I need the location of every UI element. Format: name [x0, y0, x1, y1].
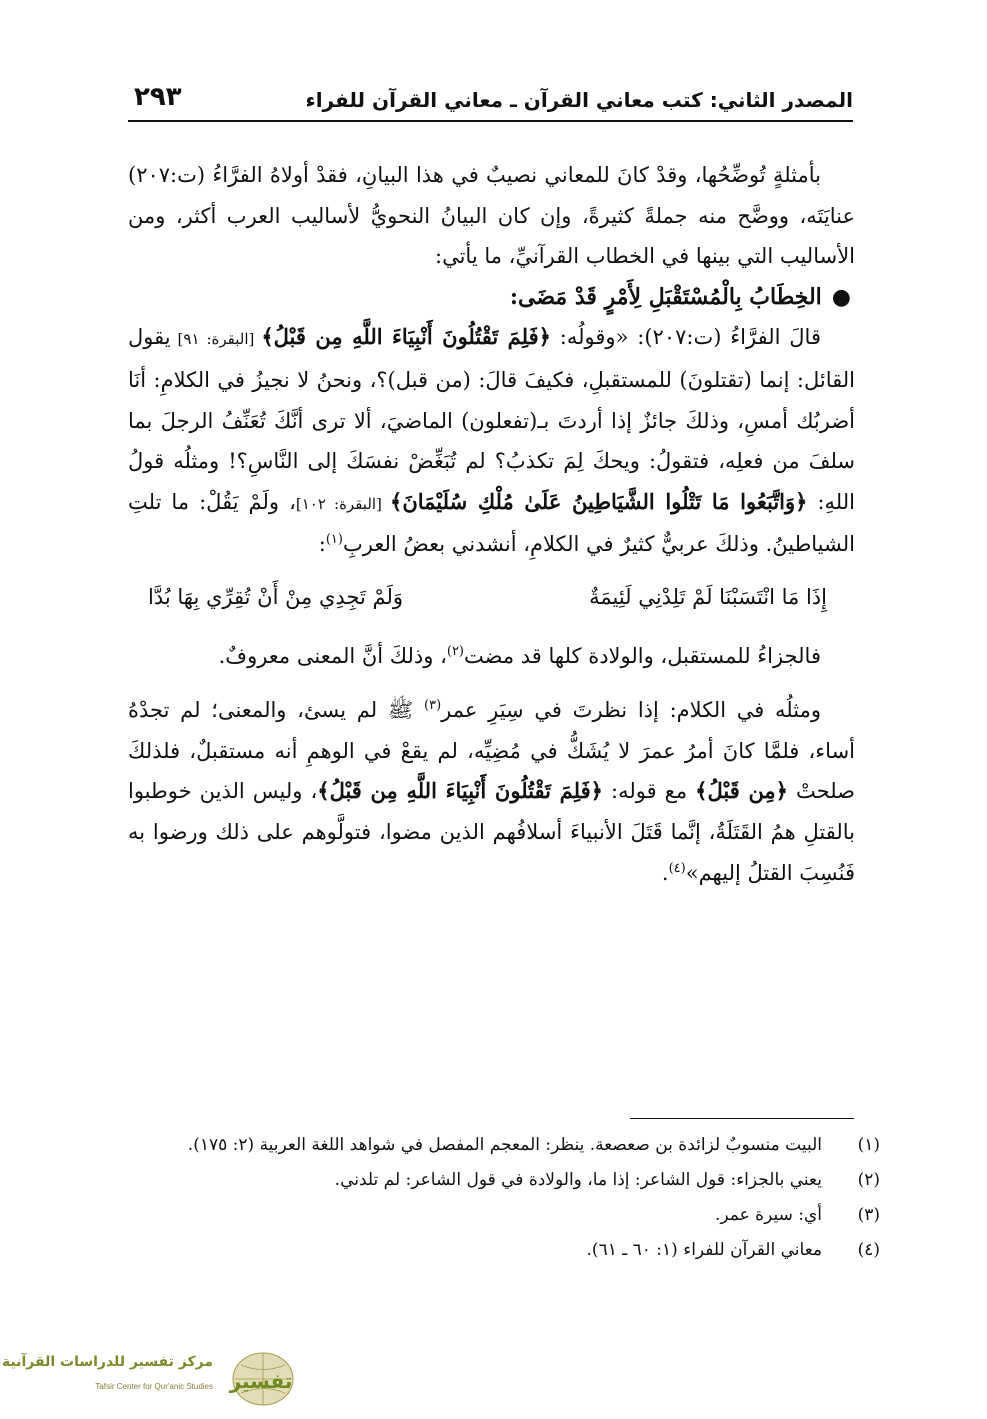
footnote-number: (٢) — [857, 1170, 880, 1190]
running-header — [128, 80, 853, 122]
poetry-verse — [128, 577, 855, 618]
example-paragraph — [128, 690, 855, 893]
colon: : — [318, 532, 326, 557]
globe-logo-icon — [217, 1350, 303, 1408]
logo-mark-word: تفسير — [229, 1369, 293, 1393]
verse-second-hemistich: وَلَمْ تَجِدِي مِنْ أَنْ تُقِرِّي بِهَا بُدَّا — [148, 584, 404, 609]
footnote-marker-3: (٣) — [424, 698, 442, 714]
quran-phrase: ﴿مِن قَبْلُ﴾ — [695, 778, 788, 804]
example-text-end: ، وليس الذين خوطبوا بالقتلِ همُ القَتَلَةُ، إنَّما قَتَلَ الأنبياءَ أسلافُهم الذين مضوا، فتولَّوهم على ذلك ورضوا به فَنُسِبَ القتلُ إليهم» — [128, 779, 855, 885]
main-text — [128, 155, 855, 893]
example-text-mid: مع قوله: — [602, 779, 696, 804]
bullet-icon: ● — [831, 283, 851, 310]
footnote-marker-4: (٤) — [668, 860, 686, 876]
explanation-text: فالجزاءُ للمستقبل، والولادة كلها قد مضت — [464, 643, 821, 668]
explanation-text-cont: ، وذلكَ أنَّ المعنى معروفٌ. — [218, 643, 447, 668]
surah-reference-2: [البقرة: ١٠٢] — [295, 494, 391, 513]
footnote-text: يعني بالجزاء: قول الشاعر: إذا ما، والولادة في قول الشاعر: لم تلدني. — [334, 1170, 822, 1190]
footnote-marker-2: (٢) — [446, 643, 464, 659]
page-number: ٢٩٣ — [134, 82, 182, 112]
example-text-cont: ﷺ لم يسئ، والمعنى؛ لم تجدْهُ أساء، فلمَّا كانَ أمرُ عمرَ لا يُشَكُّ في مُضِيِّه، لم يقعْ في الوهمِ أنه مستقبلٌ، فلذلكَ صلحتْ — [128, 698, 856, 804]
explanation-paragraph — [128, 636, 855, 677]
quote-body: يقول القائل: إنما (تقتلونَ) للمستقبلِ، فكيفَ قالَ: (من قبل)؟، ونحنُ لا نجيزُ في الكلامِ: أنَا أضربُك أمسِ، وذلكَ جائزٌ إذا أردتَ بـ(تفعلون) الماضيَ، ألا ترى أنَّكَ تُعَنِّفُ الرجلَ بما سلفَ من فعلِه، فتقولُ: ويحكَ لِمَ تكذبُ؟ لم تُبَغِّضْ نفسَكَ إلى النَّاسِ؟! ومثلُه قولُ اللهِ: — [128, 325, 855, 514]
quote-body-cont: ، ولَمْ يَقُلْ: ما تلتِ الشياطينُ. وذلكَ عربيٌّ كثيرٌ في الكلامِ، أنشدني بعضُ العربِ — [128, 489, 855, 557]
footnote-number: (١) — [857, 1135, 880, 1155]
header-title: المصدر الثاني: كتب معاني القرآن ـ معاني القرآن للفراء — [305, 88, 853, 112]
section-heading-text: الخِطَابُ بِالْمُسْتَقْبَلِ لِأَمْرٍ قَدْ مَضَى: — [509, 283, 822, 310]
surah-reference-1: [البقرة: ٩١] — [170, 330, 262, 349]
footnote — [128, 1233, 880, 1268]
logo-arabic-name: مركز تفسير للدراسات القرآنية — [2, 1354, 213, 1370]
quote-paragraph — [128, 317, 855, 565]
tafsir-center-logo — [2, 1350, 305, 1412]
example-text: ومثلُه في الكلام: إذا نظرتَ في سِيَرِ عمر — [441, 698, 821, 723]
footnote — [128, 1163, 880, 1198]
quran-verse-3: ﴿فَلِمَ تَقْتُلُونَ أَنْبِيَاءَ اللَّهِ مِن قَبْلُ﴾ — [317, 778, 603, 804]
footnote — [128, 1198, 880, 1233]
logo-english-name: Tafsir Center for Qur'anic Studies — [95, 1382, 213, 1391]
footnote — [128, 1128, 880, 1163]
footnote-text: أي: سيرة عمر. — [715, 1205, 822, 1225]
footnote-marker-1: (١) — [325, 532, 343, 548]
footnote-number: (٣) — [857, 1205, 880, 1225]
footnote-separator — [630, 1118, 854, 1119]
verse-first-hemistich: إِذَا مَا انْتَسَبْنَا لَمْ تَلِدْنِي لَئِيمَةٌ — [589, 584, 827, 609]
footnote-number: (٤) — [857, 1240, 880, 1260]
section-heading — [128, 277, 855, 318]
quran-verse-2: ﴿وَاتَّبَعُوا مَا تَتْلُوا الشَّيَاطِينُ عَلَىٰ مُلْكِ سُلَيْمَانَ﴾ — [390, 488, 808, 514]
quran-verse-1: ﴿فَلِمَ تَقْتُلُونَ أَنْبِيَاءَ اللَّهِ مِن قَبْلُ﴾ — [261, 324, 551, 350]
quote-intro: قالَ الفرَّاءُ (ت:٢٠٧): «وقولُه: — [550, 325, 821, 350]
footnote-text: البيت منسوبٌ لزائدة بن صعصعة. ينظر: المعجم المفصل في شواهد اللغة العربية (٢: ١٧٥). — [187, 1135, 822, 1155]
period: . — [661, 860, 669, 885]
footnote-text: معاني القرآن للفراء (١: ٦٠ ـ ٦١). — [586, 1240, 822, 1260]
intro-paragraph: بأمثلةٍ تُوضِّحُها، وقدْ كانَ للمعاني نصيبٌ في هذا البيانِ، فقدْ أولاهُ الفرَّاءُ (ت:٢٠٧) عنايَتَه، ووضَّح منه جملةً كثيرةً، وإن كان البيانُ النحويُّ لأساليب العرب أكثر، ومن الأساليب التي بينها في الخطاب القرآنيِّ، ما يأتي: — [128, 163, 855, 269]
footnotes — [128, 1128, 880, 1268]
